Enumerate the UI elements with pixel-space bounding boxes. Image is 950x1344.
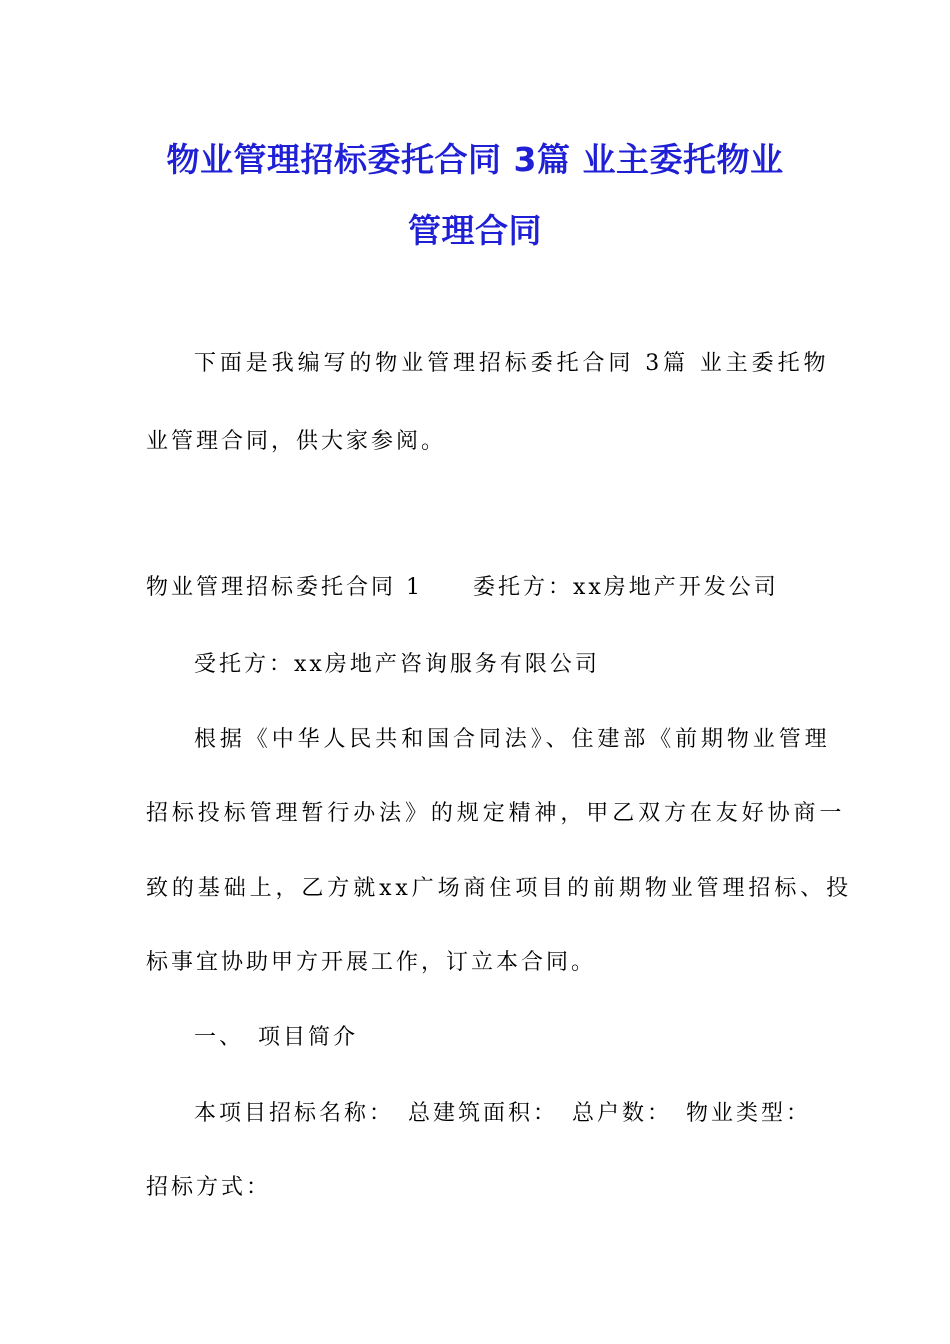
fields-line-2: 招标方式： bbox=[146, 1175, 272, 1200]
contract-heading: 物业管理招标委托合同 1 委托方：xx房地产开发公司 bbox=[146, 575, 779, 600]
intro-line-2: 业管理合同，供大家参阅。 bbox=[146, 429, 447, 454]
document-title-line-2: 管理合同 bbox=[408, 211, 542, 250]
paragraph-line: 根据《中华人民共和国合同法》、住建部《前期物业管理 bbox=[194, 727, 831, 752]
section-heading: 一、 项目简介 bbox=[194, 1025, 359, 1050]
intro-line-1: 下面是我编写的物业管理招标委托合同 3篇 业主委托物 bbox=[194, 351, 830, 376]
paragraph-line: 标事宜协助甲方开展工作，订立本合同。 bbox=[146, 950, 597, 975]
document-title-line-1: 物业管理招标委托合同 3篇 业主委托物业 bbox=[166, 140, 784, 179]
trustee-line: 受托方：xx房地产咨询服务有限公司 bbox=[194, 652, 600, 677]
paragraph-line: 招标投标管理暂行办法》的规定精神，甲乙双方在友好协商一 bbox=[146, 801, 846, 826]
paragraph-line: 致的基础上，乙方就xx广场商住项目的前期物业管理招标、投 bbox=[146, 876, 853, 901]
fields-line: 本项目招标名称： 总建筑面积： 总户数： 物业类型： bbox=[194, 1101, 812, 1126]
